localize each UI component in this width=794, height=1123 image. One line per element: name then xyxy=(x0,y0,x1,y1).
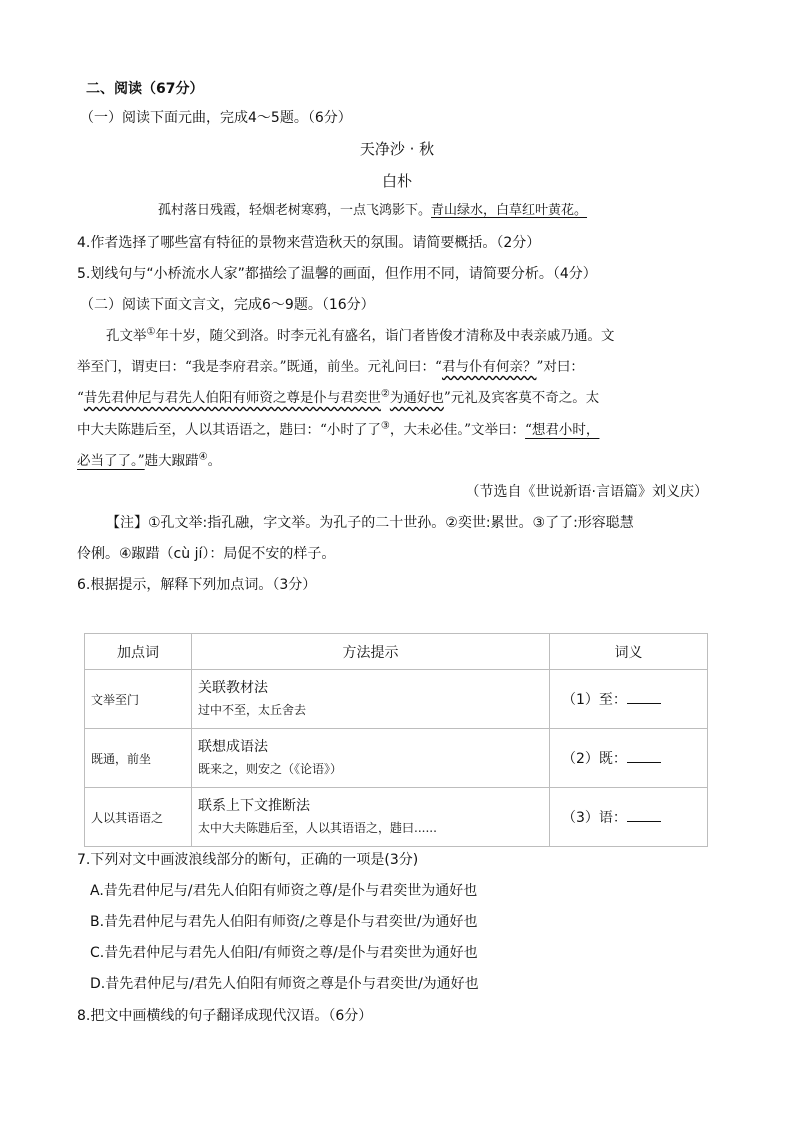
option-c[interactable]: C.昔先君仲尼与君先人伯阳/有师资之尊/是仆与君奕世为通好也 xyxy=(90,945,478,961)
dotted-word-cell: 文举至门 xyxy=(85,670,192,729)
passage-line-2 xyxy=(77,357,584,377)
table-row xyxy=(85,788,708,847)
table-header: 方法提示 xyxy=(192,634,550,670)
question-6: 6.根据提示，解释下列加点词。（3分） xyxy=(77,577,317,593)
answer-label: （3）语： xyxy=(562,810,627,826)
method-cell xyxy=(192,788,550,847)
part1-instruction: （一）阅读下面元曲，完成4～5题。（6分） xyxy=(80,110,352,126)
wavy-underlined-text: 为通好也 xyxy=(389,390,444,406)
vocabulary-table xyxy=(84,633,708,847)
method-cell xyxy=(192,670,550,729)
method-example: 既来之，则安之（《论语》） xyxy=(198,762,343,776)
method-example: 过中不至，太丘舍去 xyxy=(198,703,307,717)
footnote-marker: ① xyxy=(146,326,156,338)
notes-line-2: 伶俐。④踧踖（cù jí）：局促不安的样子。 xyxy=(77,546,336,562)
part2-instruction: （二）阅读下面文言文，完成6～9题。（16分） xyxy=(80,297,375,313)
notes-line-1: 【注】①孔文举:指孔融，字文举。为孔子的二十世孙。②奕世:累世。③了了:形容聪慧 xyxy=(106,515,634,531)
option-a[interactable]: A.昔先君仲尼与/君先人伯阳有师资之尊/是仆与君奕世为通好也 xyxy=(90,883,478,899)
question-8: 8.把文中画横线的句子翻译成现代汉语。（6分） xyxy=(77,1008,373,1024)
answer-label: （2）既： xyxy=(562,751,627,767)
table-row xyxy=(85,670,708,729)
answer-blank[interactable] xyxy=(627,689,661,704)
poem-line-underlined: 青山绿水，白草红叶黄花。 xyxy=(431,203,588,218)
answer-blank[interactable] xyxy=(627,748,661,763)
passage-text: ，大未必佳。”文举曰： xyxy=(389,422,526,438)
footnote-marker: ② xyxy=(380,388,390,400)
passage-text: 年十岁，随父到洛。时李元礼有盛名，诣门者皆俊才清称及中表亲戚乃通。文 xyxy=(155,328,615,344)
passage-text: 中大夫陈韪后至，人以其语语之，韪曰：“小时了了 xyxy=(77,422,381,438)
underlined-text: 必当了了。” xyxy=(77,453,145,469)
passage-text: 。 xyxy=(207,453,222,469)
passage-line-4 xyxy=(77,420,599,440)
answer-blank[interactable] xyxy=(627,807,661,822)
poem-title: 天净沙 · 秋 xyxy=(359,140,435,158)
passage-text: ”元礼及宾客莫不奇之。太 xyxy=(443,390,600,406)
section-heading: 二、阅读（67分） xyxy=(86,81,204,97)
question-5: 5.划线句与“小桥流水人家”都描绘了温馨的画面，但作用不同，请简要分析。（4分） xyxy=(77,266,597,282)
passage-text: 孔文举 xyxy=(106,328,147,344)
question-4: 4.作者选择了哪些富有特征的景物来营造秋天的氛围。请简要概括。（2分） xyxy=(77,235,541,251)
meaning-cell xyxy=(550,788,708,847)
method-example: 太中大夫陈韪后至，人以其语语之，韪曰...... xyxy=(198,821,437,835)
method-hint: 联系上下文推断法 xyxy=(198,798,310,814)
meaning-cell xyxy=(550,670,708,729)
passage-line-1 xyxy=(106,326,614,346)
table-header: 加点词 xyxy=(85,634,192,670)
poem-line-plain: 孤村落日残霞，轻烟老树寒鸦，一点飞鸿影下。 xyxy=(158,203,432,218)
underlined-text: “想君小时， xyxy=(525,422,600,438)
meaning-cell xyxy=(550,729,708,788)
passage-line-5 xyxy=(77,451,221,471)
passage-source: （节选自《世说新语·言语篇》刘义庆） xyxy=(465,484,708,500)
passage-text: “ xyxy=(77,390,84,406)
poem-body xyxy=(158,201,587,221)
passage-text: 举至门，谓吏曰：“我是李府君亲。”既通，前坐。元礼问曰：“ xyxy=(77,359,442,375)
table-header: 词义 xyxy=(550,634,708,670)
table-row xyxy=(85,729,708,788)
footnote-marker: ③ xyxy=(380,420,390,432)
option-b[interactable]: B.昔先君仲尼与君先人伯阳有师资/之尊是仆与君奕世/为通好也 xyxy=(90,914,478,930)
method-hint: 关联教材法 xyxy=(198,680,268,696)
dotted-word-cell: 既通，前坐 xyxy=(85,729,192,788)
wavy-underlined-text: 昔先君仲尼与君先人伯阳有师资之尊是仆与君奕世 xyxy=(83,390,381,406)
table-header-row xyxy=(85,634,708,670)
passage-line-3 xyxy=(77,388,599,408)
wavy-underlined-text: 君与仆有何亲？ xyxy=(441,359,537,375)
method-hint: 联想成语法 xyxy=(198,739,268,755)
poem-author: 白朴 xyxy=(381,172,412,190)
passage-text: 韪大踧踖 xyxy=(144,453,199,469)
question-7-stem: 7.下列对文中画波浪线部分的断句，正确的一项是(3分) xyxy=(77,852,419,868)
dotted-word-cell: 人以其语语之 xyxy=(85,788,192,847)
method-cell xyxy=(192,729,550,788)
answer-label: （1）至： xyxy=(562,692,627,708)
passage-text: ”对曰： xyxy=(536,359,584,375)
option-d[interactable]: D.昔先君仲尼与/君先人伯阳有师资之尊是仆与君奕世/为通好也 xyxy=(90,976,479,992)
footnote-marker: ④ xyxy=(198,451,208,463)
